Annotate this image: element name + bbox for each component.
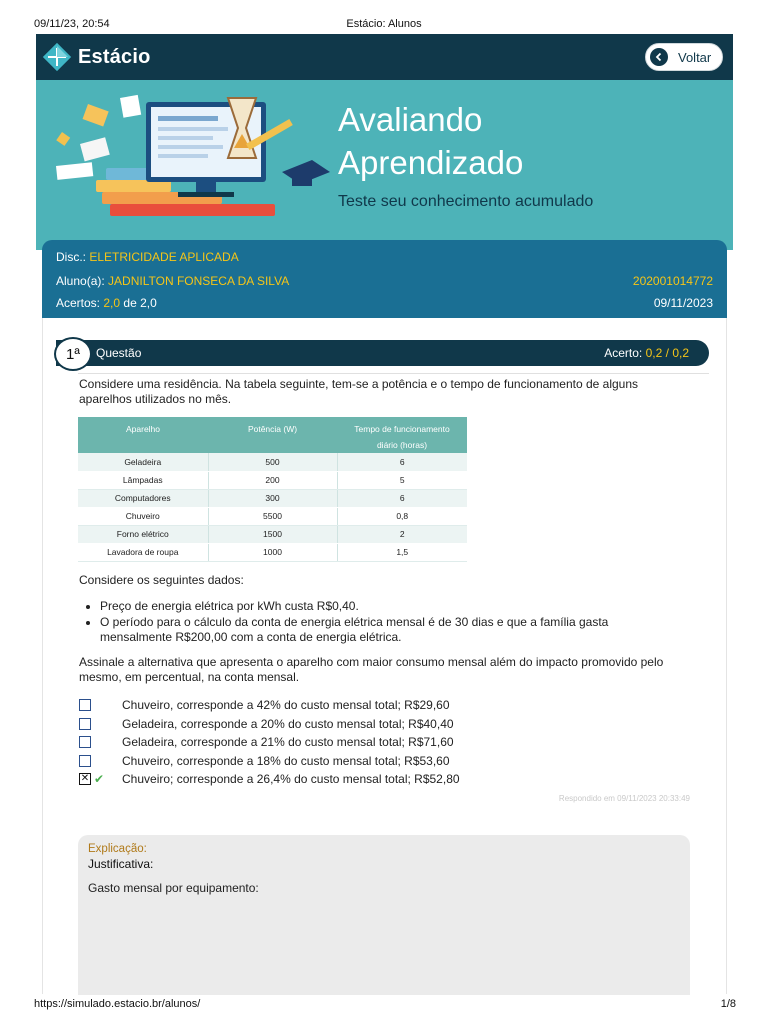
answer-option[interactable] — [78, 735, 698, 754]
table-cell: Lâmpadas — [78, 471, 208, 489]
back-button-label: Voltar — [678, 49, 712, 65]
option-text: Chuveiro; corresponde a 26,4% do custo mensal total; R$52,80 — [122, 772, 460, 786]
hero-banner — [36, 80, 733, 250]
score-value: 0,2 — [645, 346, 663, 360]
logo-text: Estácio — [78, 45, 151, 68]
option-text: Chuveiro, corresponde a 18% do custo mensal total; R$53,60 — [122, 753, 450, 768]
option-text: Geladeira, corresponde a 20% do custo mensal total; R$40,40 — [122, 716, 454, 731]
discipline-row — [56, 250, 713, 268]
discipline-label: Disc.: — [56, 250, 86, 264]
hits-of: de — [123, 296, 137, 310]
hits-label: Acertos: — [56, 296, 101, 310]
chevron-left-icon — [650, 48, 668, 66]
explanation-title: Explicação: — [88, 843, 147, 855]
student-id: 202001014772 — [632, 274, 713, 288]
question-intro: Considere uma residência. Na tabela seguinte, tem-se a potência e o tempo de funcionamento de alguns aparelhos utilizados no mês. — [79, 377, 639, 406]
divider — [78, 373, 709, 374]
table-cell: 500 — [208, 453, 337, 471]
question-header — [56, 340, 709, 366]
question-score — [604, 346, 689, 360]
estacio-logo-icon — [42, 42, 72, 72]
list-item: • O período para o cálculo da conta de energia elétrica mensal é de 30 dias e que a família gasta mensalmente R$200,00 com a conta de energia elétrica. — [100, 615, 660, 645]
table-header: Aparelho — [78, 417, 208, 453]
table-cell: 0,8 — [337, 507, 467, 525]
option-checkbox[interactable] — [79, 718, 91, 730]
table-row — [78, 471, 467, 489]
option-checkbox[interactable] — [79, 755, 91, 767]
correct-check-icon: ✔ — [94, 772, 105, 786]
hero-title-line2: Aprendizado — [338, 144, 524, 181]
print-page-number: 1/8 — [720, 998, 736, 1010]
table-cell: 1,5 — [337, 543, 467, 561]
table-row — [78, 507, 467, 525]
table-cell: 300 — [208, 489, 337, 507]
option-checkbox[interactable] — [79, 736, 91, 748]
question-label: Questão — [96, 346, 142, 360]
exam-date: 09/11/2023 — [653, 296, 713, 310]
answer-option[interactable] — [78, 698, 698, 717]
data-intro: Considere os seguintes dados: — [79, 573, 244, 587]
explanation-panel — [78, 835, 690, 995]
table-cell: Forno elétrico — [78, 525, 208, 543]
question-number-badge: 1ª — [54, 337, 92, 371]
top-bar — [36, 34, 733, 80]
score-sep: / — [665, 346, 669, 360]
hits-row — [56, 296, 713, 314]
table-cell: 5500 — [208, 507, 337, 525]
answer-option[interactable] — [78, 754, 698, 773]
estacio-logo[interactable] — [42, 40, 151, 74]
answer-option-selected[interactable] — [78, 772, 698, 791]
table-cell: Geladeira — [78, 453, 208, 471]
table-cell: Computadores — [78, 489, 208, 507]
table-cell: 6 — [337, 453, 467, 471]
table-row — [78, 525, 467, 543]
exam-info-panel — [42, 240, 727, 318]
data-list — [100, 599, 660, 646]
answer-options — [78, 698, 698, 791]
table-cell: 2 — [337, 525, 467, 543]
table-cell: 5 — [337, 471, 467, 489]
question-prompt: Assinale a alternativa que apresenta o aparelho com maior consumo mensal além do impacto promovido pelo mesmo, em percentual, na conta mensal. — [79, 655, 664, 684]
option-checkbox[interactable] — [79, 699, 91, 711]
student-label: Aluno(a): — [56, 274, 105, 288]
hero-title — [338, 98, 523, 184]
print-datetime: 09/11/23, 20:54 — [34, 18, 110, 30]
answered-timestamp: Respondido em 09/11/2023 20:33:49 — [558, 794, 690, 803]
table-row — [78, 453, 467, 471]
table-header: Potência (W) — [208, 417, 337, 453]
table-header: Tempo de funcionamento diário (horas) — [337, 417, 467, 453]
back-button[interactable] — [645, 43, 723, 71]
table-header-row — [78, 417, 467, 453]
table-cell: 1500 — [208, 525, 337, 543]
table-row — [78, 543, 467, 561]
student-row — [56, 274, 713, 292]
list-item: • Preço de energia elétrica por kWh custa R$0,40. — [100, 599, 660, 614]
explanation-body: Gasto mensal por equipamento: — [88, 881, 259, 895]
score-label: Acerto: — [604, 346, 643, 360]
appliance-table — [78, 417, 467, 562]
answer-option[interactable] — [78, 717, 698, 736]
print-title: Estácio: Alunos — [346, 18, 422, 30]
option-text: Geladeira, corresponde a 21% do custo mensal total; R$71,60 — [122, 735, 454, 749]
table-row — [78, 489, 467, 507]
table-cell: Lavadora de roupa — [78, 543, 208, 561]
table-cell: Chuveiro — [78, 507, 208, 525]
print-footer — [0, 994, 768, 1024]
discipline-value: ELETRICIDADE APLICADA — [89, 250, 239, 264]
table-cell: 200 — [208, 471, 337, 489]
student-name: JADNILTON FONSECA DA SILVA — [108, 274, 290, 288]
hero-title-line1: Avaliando — [338, 101, 483, 138]
option-text: Chuveiro, corresponde a 42% do custo mensal total; R$29,60 — [122, 698, 450, 712]
print-url[interactable]: https://simulado.estacio.br/alunos/ — [34, 998, 201, 1010]
hits-total: 2,0 — [140, 296, 157, 310]
table-cell: 1000 — [208, 543, 337, 561]
explanation-heading: Justificativa: — [88, 857, 154, 871]
score-total: 0,2 — [672, 346, 689, 360]
study-illustration-icon — [50, 94, 330, 239]
print-header — [0, 0, 768, 32]
hero-subtitle: Teste seu conhecimento acumulado — [338, 193, 594, 210]
option-checkbox-checked[interactable]: ✕ — [80, 773, 90, 784]
hits-value: 2,0 — [103, 296, 121, 310]
table-cell: 6 — [337, 489, 467, 507]
